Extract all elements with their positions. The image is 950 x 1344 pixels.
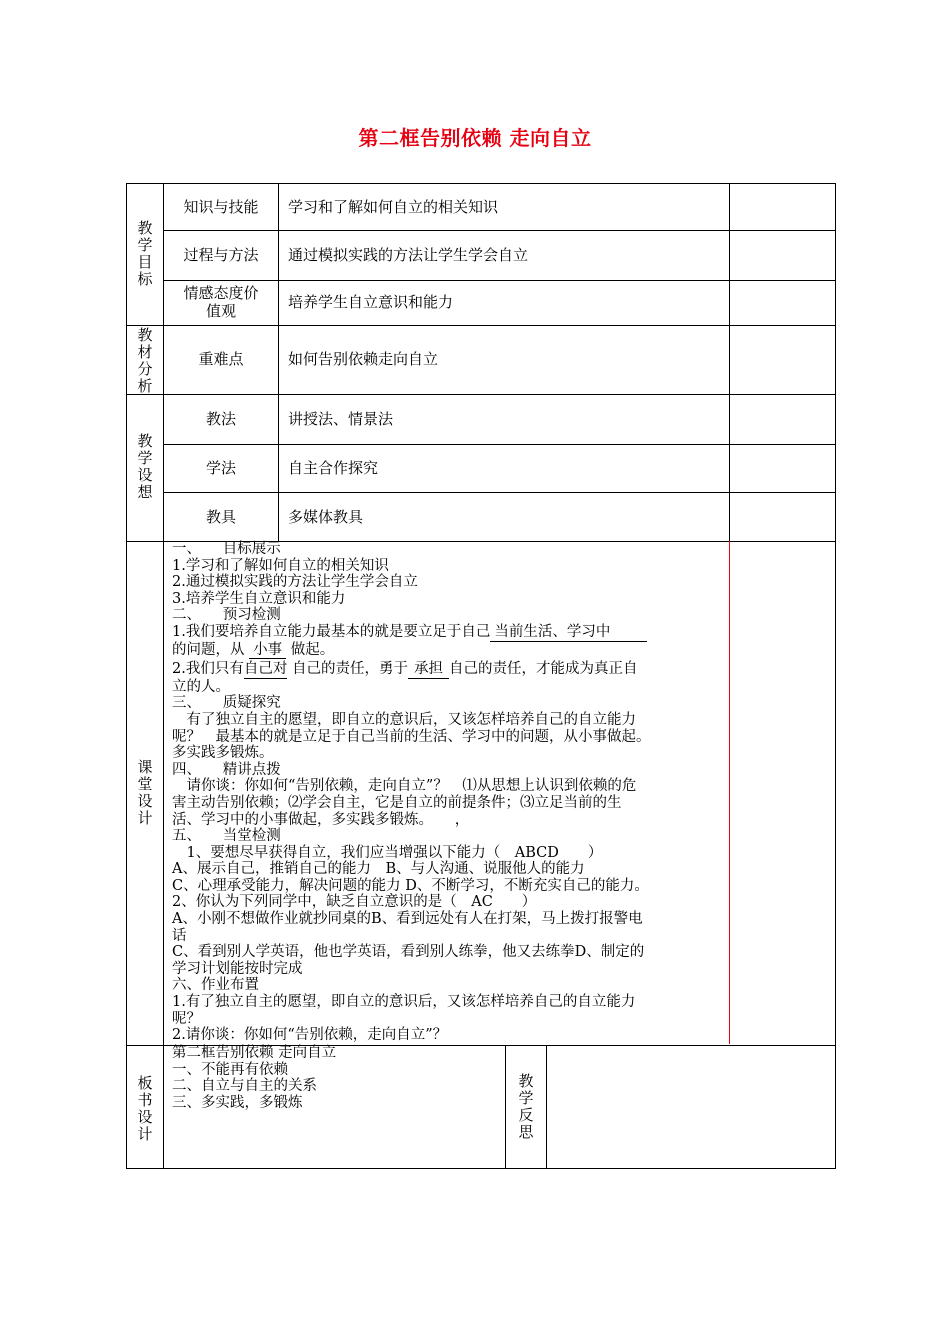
fill-question-2-cont: 立的人。 — [172, 678, 230, 695]
class-line: 三、 质疑探究 — [172, 695, 281, 712]
board-line: 三、多实践，多锻炼 — [172, 1094, 303, 1111]
class-line: C、看到别人学英语，他也学英语，看到别人练拳，他又去练拳D、制定的 — [172, 944, 645, 961]
class-line: 活、学习中的小事做起，多实践多锻炼。 ， — [172, 811, 470, 828]
class-line: 学习计划能按时完成 — [172, 960, 303, 977]
class-line: 呢？ — [172, 1010, 201, 1027]
board-line: 一、不能再有依赖 — [172, 1061, 288, 1078]
board-line: 第二框告别依赖 走向自立 — [172, 1045, 337, 1061]
class-line: 2.请你谈：你如何“告别依赖，走向自立”？ — [172, 1027, 448, 1044]
class-line: A、小刚不想做作业就抄同桌的B、看到远处有人在打架，马上拨打报警电 — [172, 911, 643, 928]
class-line: 四、 精讲点拨 — [172, 761, 281, 778]
objectives-section-label: 教 学 目 标 — [137, 219, 153, 288]
class-line: 一、 目标展示 — [172, 541, 281, 557]
objective-label-knowledge: 知识与技能 — [183, 198, 259, 216]
design-extra-cell-1 — [729, 394, 836, 445]
class-line: 二、 预习检测 — [172, 607, 281, 624]
design-content-tools: 多媒体教具 — [288, 508, 364, 526]
class-line: 1、要想尽早获得自立，我们应当增强以下能力（ ABCD ） — [172, 844, 603, 861]
class-line: 呢？ 最基本的就是立足于自己当前的生活、学习中的问题，从小事做起。 — [172, 728, 651, 745]
material-section-label: 教 材 分 析 — [137, 326, 153, 395]
class-line: 1.有了独立自主的愿望，即自立的意识后，又该怎样培养自己的自立能力 — [172, 994, 636, 1011]
red-divider — [729, 541, 730, 1044]
board-section-label: 板 书 设 计 — [137, 1074, 153, 1143]
class-line: 1.学习和了解如何自立的相关知识 — [172, 557, 389, 574]
design-content-learning: 自主合作探究 — [288, 459, 379, 477]
q2-blank-answer-2: 承担 — [408, 661, 449, 679]
reflection-section-label: 教 学 反 思 — [518, 1072, 534, 1141]
objective-content-process: 通过模拟实践的方法让学生学会自立 — [288, 246, 529, 264]
objectives-extra-cell-3 — [729, 280, 836, 326]
q1-blank-answer: 当前生活、学习中 — [490, 624, 646, 642]
board-body — [172, 1045, 502, 1111]
fill-question-1-cont: 的问题，从 小事 做起。 — [172, 641, 335, 658]
q2-blank-answer: 自己对 — [243, 661, 288, 678]
objective-content-emotion: 培养学生自立意识和能力 — [288, 293, 454, 311]
class-line: 3.培养学生自立意识和能力 — [172, 590, 346, 607]
design-section-label: 教 学 设 想 — [137, 432, 153, 501]
design-label-tools: 教具 — [205, 508, 236, 526]
class-design-section-label: 课 堂 设 计 — [137, 758, 153, 827]
objective-label-emotion-line2: 值观 — [205, 302, 236, 320]
material-extra-cell — [729, 325, 836, 395]
class-line: 六、作业布置 — [172, 977, 259, 994]
class-line: 害主动告别依赖；⑵学会自主，它是自立的前提条件；⑶立足当前的生 — [172, 794, 622, 811]
design-extra-cell-3 — [729, 492, 836, 542]
objective-label-process: 过程与方法 — [183, 246, 259, 264]
material-content: 如何告别依赖走向自立 — [288, 350, 439, 368]
fill-question-2: 2.我们只有自己对 自己的责任，勇于 承担 自己的责任，才能成为真正自 — [172, 661, 638, 678]
class-line: 五、 当堂检测 — [172, 828, 281, 845]
material-label: 重难点 — [198, 350, 244, 368]
objective-content-knowledge: 学习和了解如何自立的相关知识 — [288, 198, 499, 216]
fill-question-1 — [172, 624, 727, 642]
objective-label-emotion-line1: 情感态度价 — [183, 284, 259, 302]
q1-prefix: 1.我们要培养自立能力最基本的就是要立足于自己 — [172, 623, 491, 640]
class-line: A、展示自己，推销自己的能力 B、与人沟通、说服他人的能力 — [172, 861, 585, 878]
board-line: 二、自立与自主的关系 — [172, 1078, 317, 1095]
class-line: 多实践多锻炼。 — [172, 745, 274, 762]
design-label-learning: 学法 — [205, 459, 236, 477]
objectives-extra-cell-1 — [729, 183, 836, 231]
class-line: 有了独立自主的愿望，即自立的意识后，又该怎样培养自己的自立能力 — [172, 711, 636, 728]
design-extra-cell-2 — [729, 444, 836, 493]
design-label-method: 教法 — [205, 410, 236, 428]
class-line: C、心理承受能力，解决问题的能力 D、不断学习，不断充实自己的能力。 — [172, 877, 649, 894]
class-line: 2.通过模拟实践的方法让学生学会自立 — [172, 574, 418, 591]
class-line: 话 — [172, 927, 187, 944]
objectives-extra-cell-2 — [729, 230, 836, 281]
q1-blank-answer-2: 小事 — [249, 642, 286, 660]
class-line: 请你谈：你如何“告别依赖，走向自立”？ ⑴从思想上认识到依赖的危 — [172, 778, 637, 795]
class-line: 2、你认为下列同学中，缺乏自立意识的是（ AC ） — [172, 894, 537, 911]
design-content-method: 讲授法、情景法 — [288, 410, 394, 428]
class-design-body — [172, 541, 727, 1044]
reflection-content-cell — [546, 1045, 836, 1169]
page-title: 第二框告别依赖 走向自立 — [358, 126, 592, 150]
